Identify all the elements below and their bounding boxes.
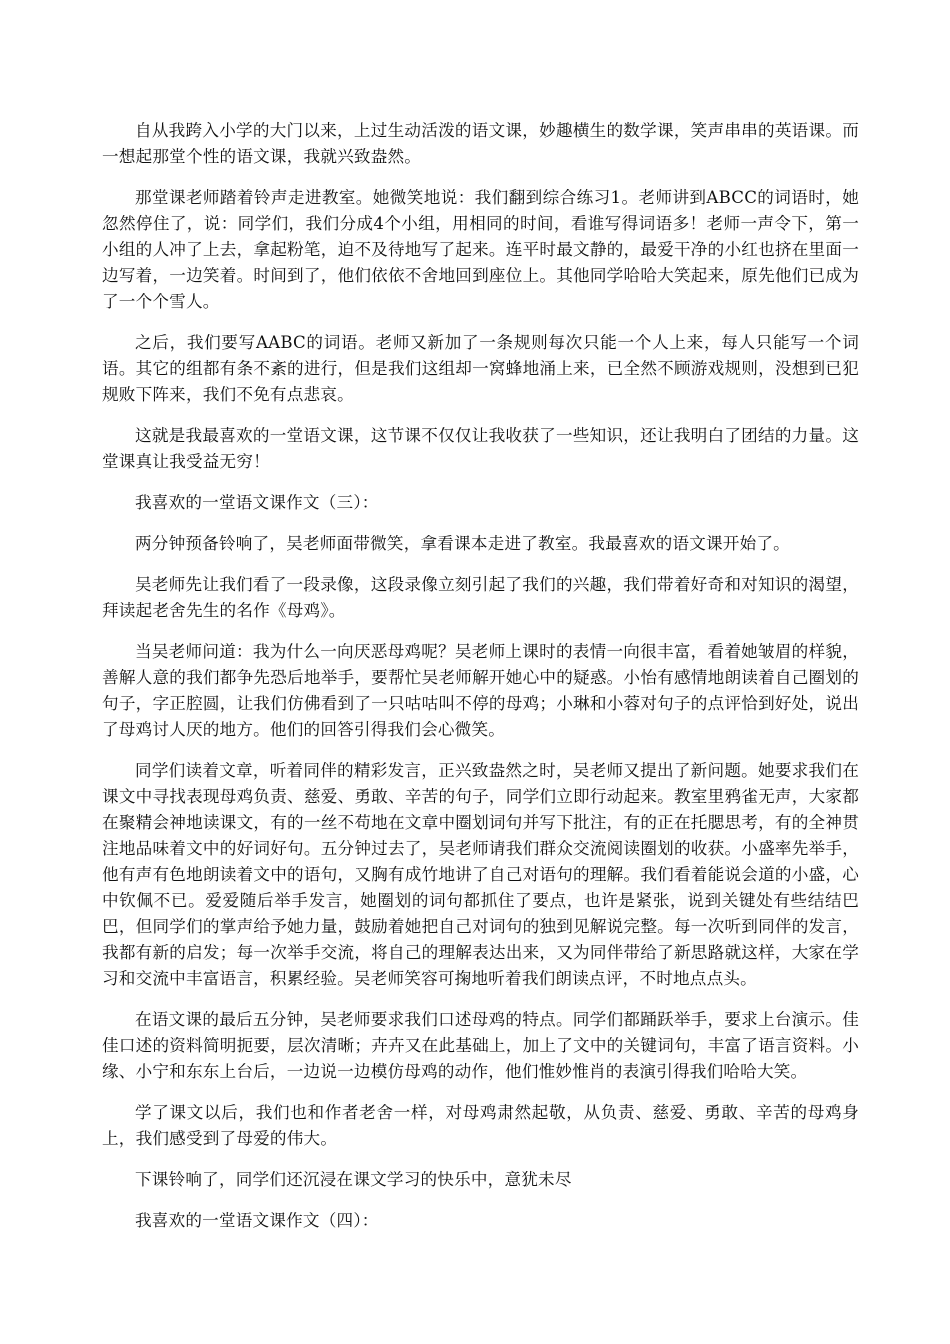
paragraph-2: 那堂课老师踏着铃声走进教室。她微笑地说：我们翻到综合练习1。老师讲到ABCC的词语时，她忽然停住了，说：同学们，我们分成4个小组，用相同的时间，看谁写得词语多！老师一声令下，第一小组的人冲了上去，拿起粉笔，迫不及待地写了起来。连平时最文静的，最爱干净的小红也挤在里面一边写着，一边笑着。时间到了，他们依依不舍地回到座位上。其他同学哈哈大笑起来，原先他们已成为了一个个雪人。 (102, 188, 859, 311)
section-heading-4: 我喜欢的一堂语文课作文（四）： (135, 1211, 379, 1230)
paragraph-6: 吴老师先让我们看了一段录像，这段录像立刻引起了我们的兴趣，我们带着好奇和对知识的渴望，拜读起老舍先生的名作《母鸡》。 (102, 575, 859, 620)
section-heading-3: 我喜欢的一堂语文课作文（三）： (135, 493, 379, 512)
paragraph-4: 这就是我最喜欢的一堂语文课，这节课不仅仅让我收获了一些知识，还让我明白了团结的力量。这堂课真让我受益无穷！ (102, 426, 859, 471)
paragraph-1: 自从我跨入小学的大门以来，上过生动活泼的语文课，妙趣横生的数学课，笑声串串的英语课。而一想起那堂个性的语文课，我就兴致盎然。 (102, 121, 859, 166)
paragraph-5: 两分钟预备铃响了，吴老师面带微笑，拿看课本走进了教室。我最喜欢的语文课开始了。 (135, 534, 790, 553)
paragraph-8: 同学们读着文章，听着同伴的精彩发言，正兴致盎然之时，吴老师又提出了新问题。她要求我们在课文中寻找表现母鸡负责、慈爱、勇敢、辛苦的句子，同学们立即行动起来。教室里鸦雀无声，大家都在聚精会神地读课文，有的一丝不苟地在文章中圈划词句并写下批注，有的正在托腮思考，有的全神贯注地品味着文中的好词好句。五分钟过去了，吴老师请我们群众交流阅读圈划的收获。小盛率先举手，他有声有色地朗读着文中的语句，又胸有成竹地讲了自己对语句的理解。我们看着能说会道的小盛，心中钦佩不已。爱爱随后举手发言，她圈划的词句都抓住了要点，也许是紧张，说到关键处有些结结巴巴，但同学们的掌声给予她力量，鼓励着她把自己对词句的独到见解说完整。每一次听到同伴的发言，我都有新的启发；每一次举手交流，将自己的理解表达出来，又为同伴带给了新思路就这样，大家在学习和交流中丰富语言，积累经验。吴老师笑容可掬地听着我们朗读点评，不时地点点头。 (102, 761, 859, 988)
paragraph-7: 当吴老师问道：我为什么一向厌恶母鸡呢？吴老师上课时的表情一向很丰富，看着她皱眉的样貌，善解人意的我们都争先恐后地举手，要帮忙吴老师解开她心中的疑惑。小怡有感情地朗读着自己圈划的句子，字正腔圆，让我们仿佛看到了一只咕咕叫不停的母鸡；小琳和小蓉对句子的点评恰到好处，说出了母鸡讨人厌的地方。他们的回答引得我们会心微笑。 (102, 642, 859, 739)
paragraph-9: 在语文课的最后五分钟，吴老师要求我们口述母鸡的特点。同学们都踊跃举手，要求上台演示。佳佳口述的资料简明扼要，层次清晰；卉卉又在此基础上，加上了文中的关键词句，丰富了语言资料。小缘、小宁和东东上台后，一边说一边模仿母鸡的动作，他们惟妙惟肖的表演引得我们哈哈大笑。 (102, 1010, 859, 1081)
document-body (102, 118, 859, 1249)
paragraph-3: 之后，我们要写AABC的词语。老师又新加了一条规则每次只能一个人上来，每人只能写一个词语。其它的组都有条不紊的进行，但是我们这组却一窝蜂地涌上来，已全然不顾游戏规则，没想到已犯规败下阵来，我们不免有点悲哀。 (102, 333, 859, 404)
paragraph-10: 学了课文以后，我们也和作者老舍一样，对母鸡肃然起敬，从负责、慈爱、勇敢、辛苦的母鸡身上，我们感受到了母爱的伟大。 (102, 1103, 859, 1148)
paragraph-11: 下课铃响了，同学们还沉浸在课文学习的快乐中，意犹未尽 (135, 1170, 572, 1189)
